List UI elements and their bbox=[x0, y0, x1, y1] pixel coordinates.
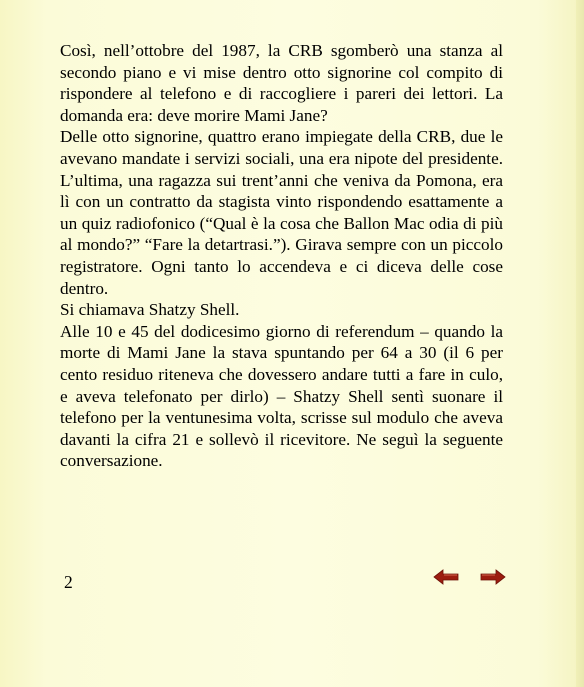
arrow-left-icon bbox=[433, 569, 459, 585]
page-edge bbox=[576, 0, 584, 687]
paragraph: Si chiamava Shatzy Shell. bbox=[60, 300, 240, 320]
paragraph: Alle 10 e 45 del dodicesimo giorno di referendum – quando la morte di Mami Jane la stava spuntando per 64 a 30 (il 6 per cento residuo riteneva che dovessero andare tutti a fare in culo, e aveva telefonato per dirlo) – Shatzy Shell sentì suonare il telefono per la ventunesima volta, scrisse sul modulo che aveva davanti la cifra 21 e sollevò il ricevitore. Ne seguì la seguente conversazione. bbox=[60, 321, 503, 471]
page-number: 2 bbox=[64, 572, 73, 592]
next-page-button[interactable] bbox=[480, 569, 506, 585]
previous-page-button[interactable] bbox=[433, 569, 459, 585]
paragraph: Così, nell’ottobre del 1987, la CRB sgomberò una stanza al secondo piano e vi mise dentro otto signorine col compito di rispondere al telefono e di raccogliere i pareri dei lettori. La domanda era: deve morire Mami Jane? bbox=[60, 41, 503, 125]
page-text bbox=[60, 40, 503, 472]
arrow-right-icon bbox=[480, 569, 506, 585]
paragraph: Delle otto signorine, quattro erano impiegate della CRB, due le avevano mandate i servizi sociali, una era nipote del presidente. L’ultima, una ragazza sui trent’anni che veniva da Pomona, era lì con un contratto da stagista vinto rispondendo esattamente a un quiz radiofonico (“Qual è la cosa che Ballon Mac odia di più al mondo?” “Fare la detartrasi.”). Girava sempre con un piccolo registratore. Ogni tanto lo accendeva e ci diceva delle cose dentro. bbox=[60, 127, 503, 298]
